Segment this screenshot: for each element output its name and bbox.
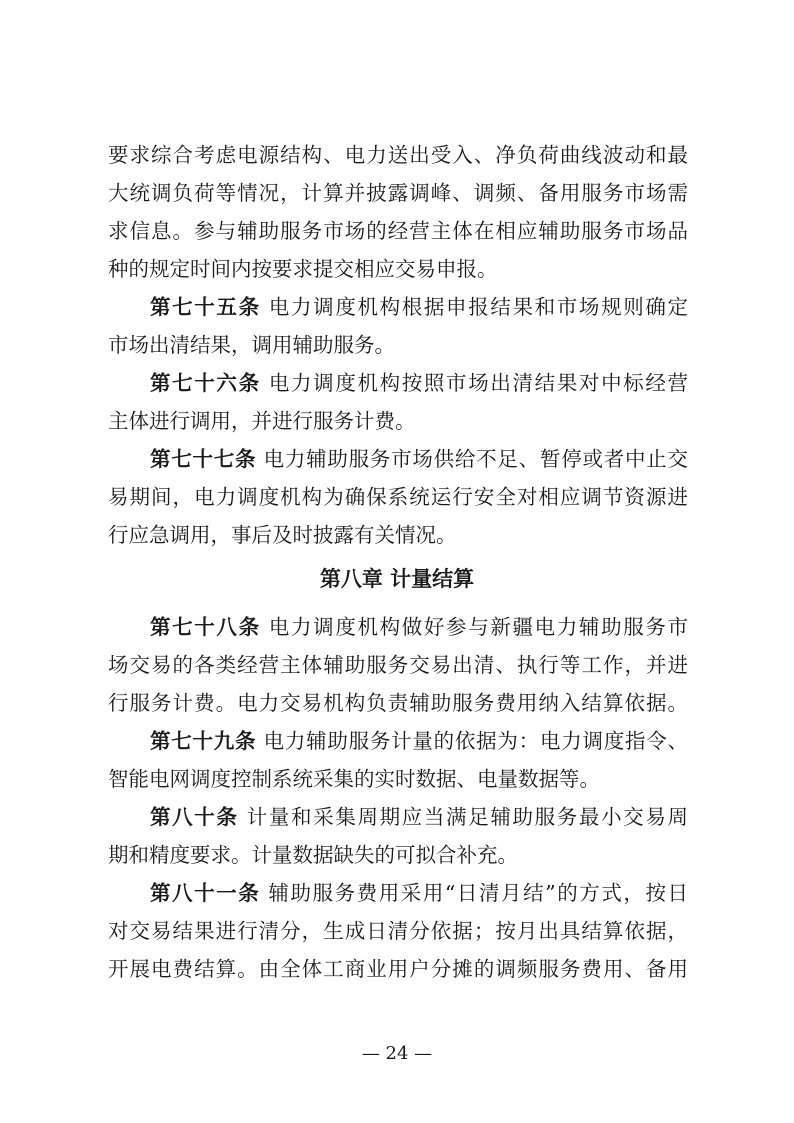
body-text-line: 求信息。参与辅助服务市场的经营主体在相应辅助服务市场品 xyxy=(108,219,688,243)
article-text: 电力调度机构按照市场出清结果对中标经营 xyxy=(260,371,689,395)
body-text-line: 易期间，电力调度机构为确保系统运行安全对相应调节资源进 xyxy=(108,485,688,509)
article-81-line xyxy=(150,874,688,912)
article-number: 第八十条 xyxy=(150,805,239,829)
article-text: 电力辅助服务市场供给不足、暂停或者中止交 xyxy=(256,447,688,471)
article-number: 第八十一条 xyxy=(150,881,261,905)
article-79-line xyxy=(150,722,688,760)
body-text-line: 智能电网调度控制系统采集的实时数据、电量数据等。 xyxy=(108,767,600,791)
article-number: 第七十七条 xyxy=(150,447,257,471)
body-text-line: 要求综合考虑电源结构、电力送出受入、净负荷曲线波动和最 xyxy=(108,143,688,167)
page-number: — 24 — xyxy=(361,1043,433,1064)
article-75-line xyxy=(150,288,688,326)
body-text-line: 行应急调用，事后及时披露有关情况。 xyxy=(108,523,457,547)
body-text-line: 对交易结果进行清分，生成日清分依据；按月出具结算依据， xyxy=(108,919,688,943)
article-77-line xyxy=(150,440,688,478)
article-text: 计量和采集周期应当满足辅助服务最小交易周 xyxy=(238,805,689,829)
body-text-line: 行服务计费。电力交易机构负责辅助服务费用纳入结算依据。 xyxy=(108,691,688,715)
chapter-heading: 第八章 计量结算 xyxy=(319,567,475,591)
body-text-line: 市场出清结果，调用辅助服务。 xyxy=(108,333,395,357)
article-78-line xyxy=(150,608,688,646)
body-text-line: 种的规定时间内按要求提交相应交易申报。 xyxy=(108,257,498,281)
body-text-line: 开展电费结算。由全体工商业用户分摊的调频服务费用、备用 xyxy=(108,957,688,981)
body-text-line: 场交易的各类经营主体辅助服务交易出清、执行等工作，并进 xyxy=(108,653,688,677)
article-text: 辅助服务费用采用“日清月结”的方式，按日 xyxy=(260,881,689,905)
body-text-line: 大统调负荷等情况，计算并披露调峰、调频、备用服务市场需 xyxy=(108,181,688,205)
article-number: 第七十六条 xyxy=(150,371,261,395)
article-76-line xyxy=(150,364,688,402)
article-text: 电力调度机构做好参与新疆电力辅助服务市 xyxy=(260,615,689,639)
article-80-line xyxy=(150,798,688,836)
body-text-line: 主体进行调用，并进行服务计费。 xyxy=(108,409,416,433)
article-number: 第七十九条 xyxy=(150,729,257,753)
article-text: 电力调度机构根据申报结果和市场规则确定 xyxy=(260,295,689,319)
article-number: 第七十五条 xyxy=(150,295,261,319)
body-text-line: 期和精度要求。计量数据缺失的可拟合补充。 xyxy=(108,843,518,867)
article-number: 第七十八条 xyxy=(150,615,261,639)
article-text: 电力辅助服务计量的依据为：电力调度指令、 xyxy=(256,729,688,753)
